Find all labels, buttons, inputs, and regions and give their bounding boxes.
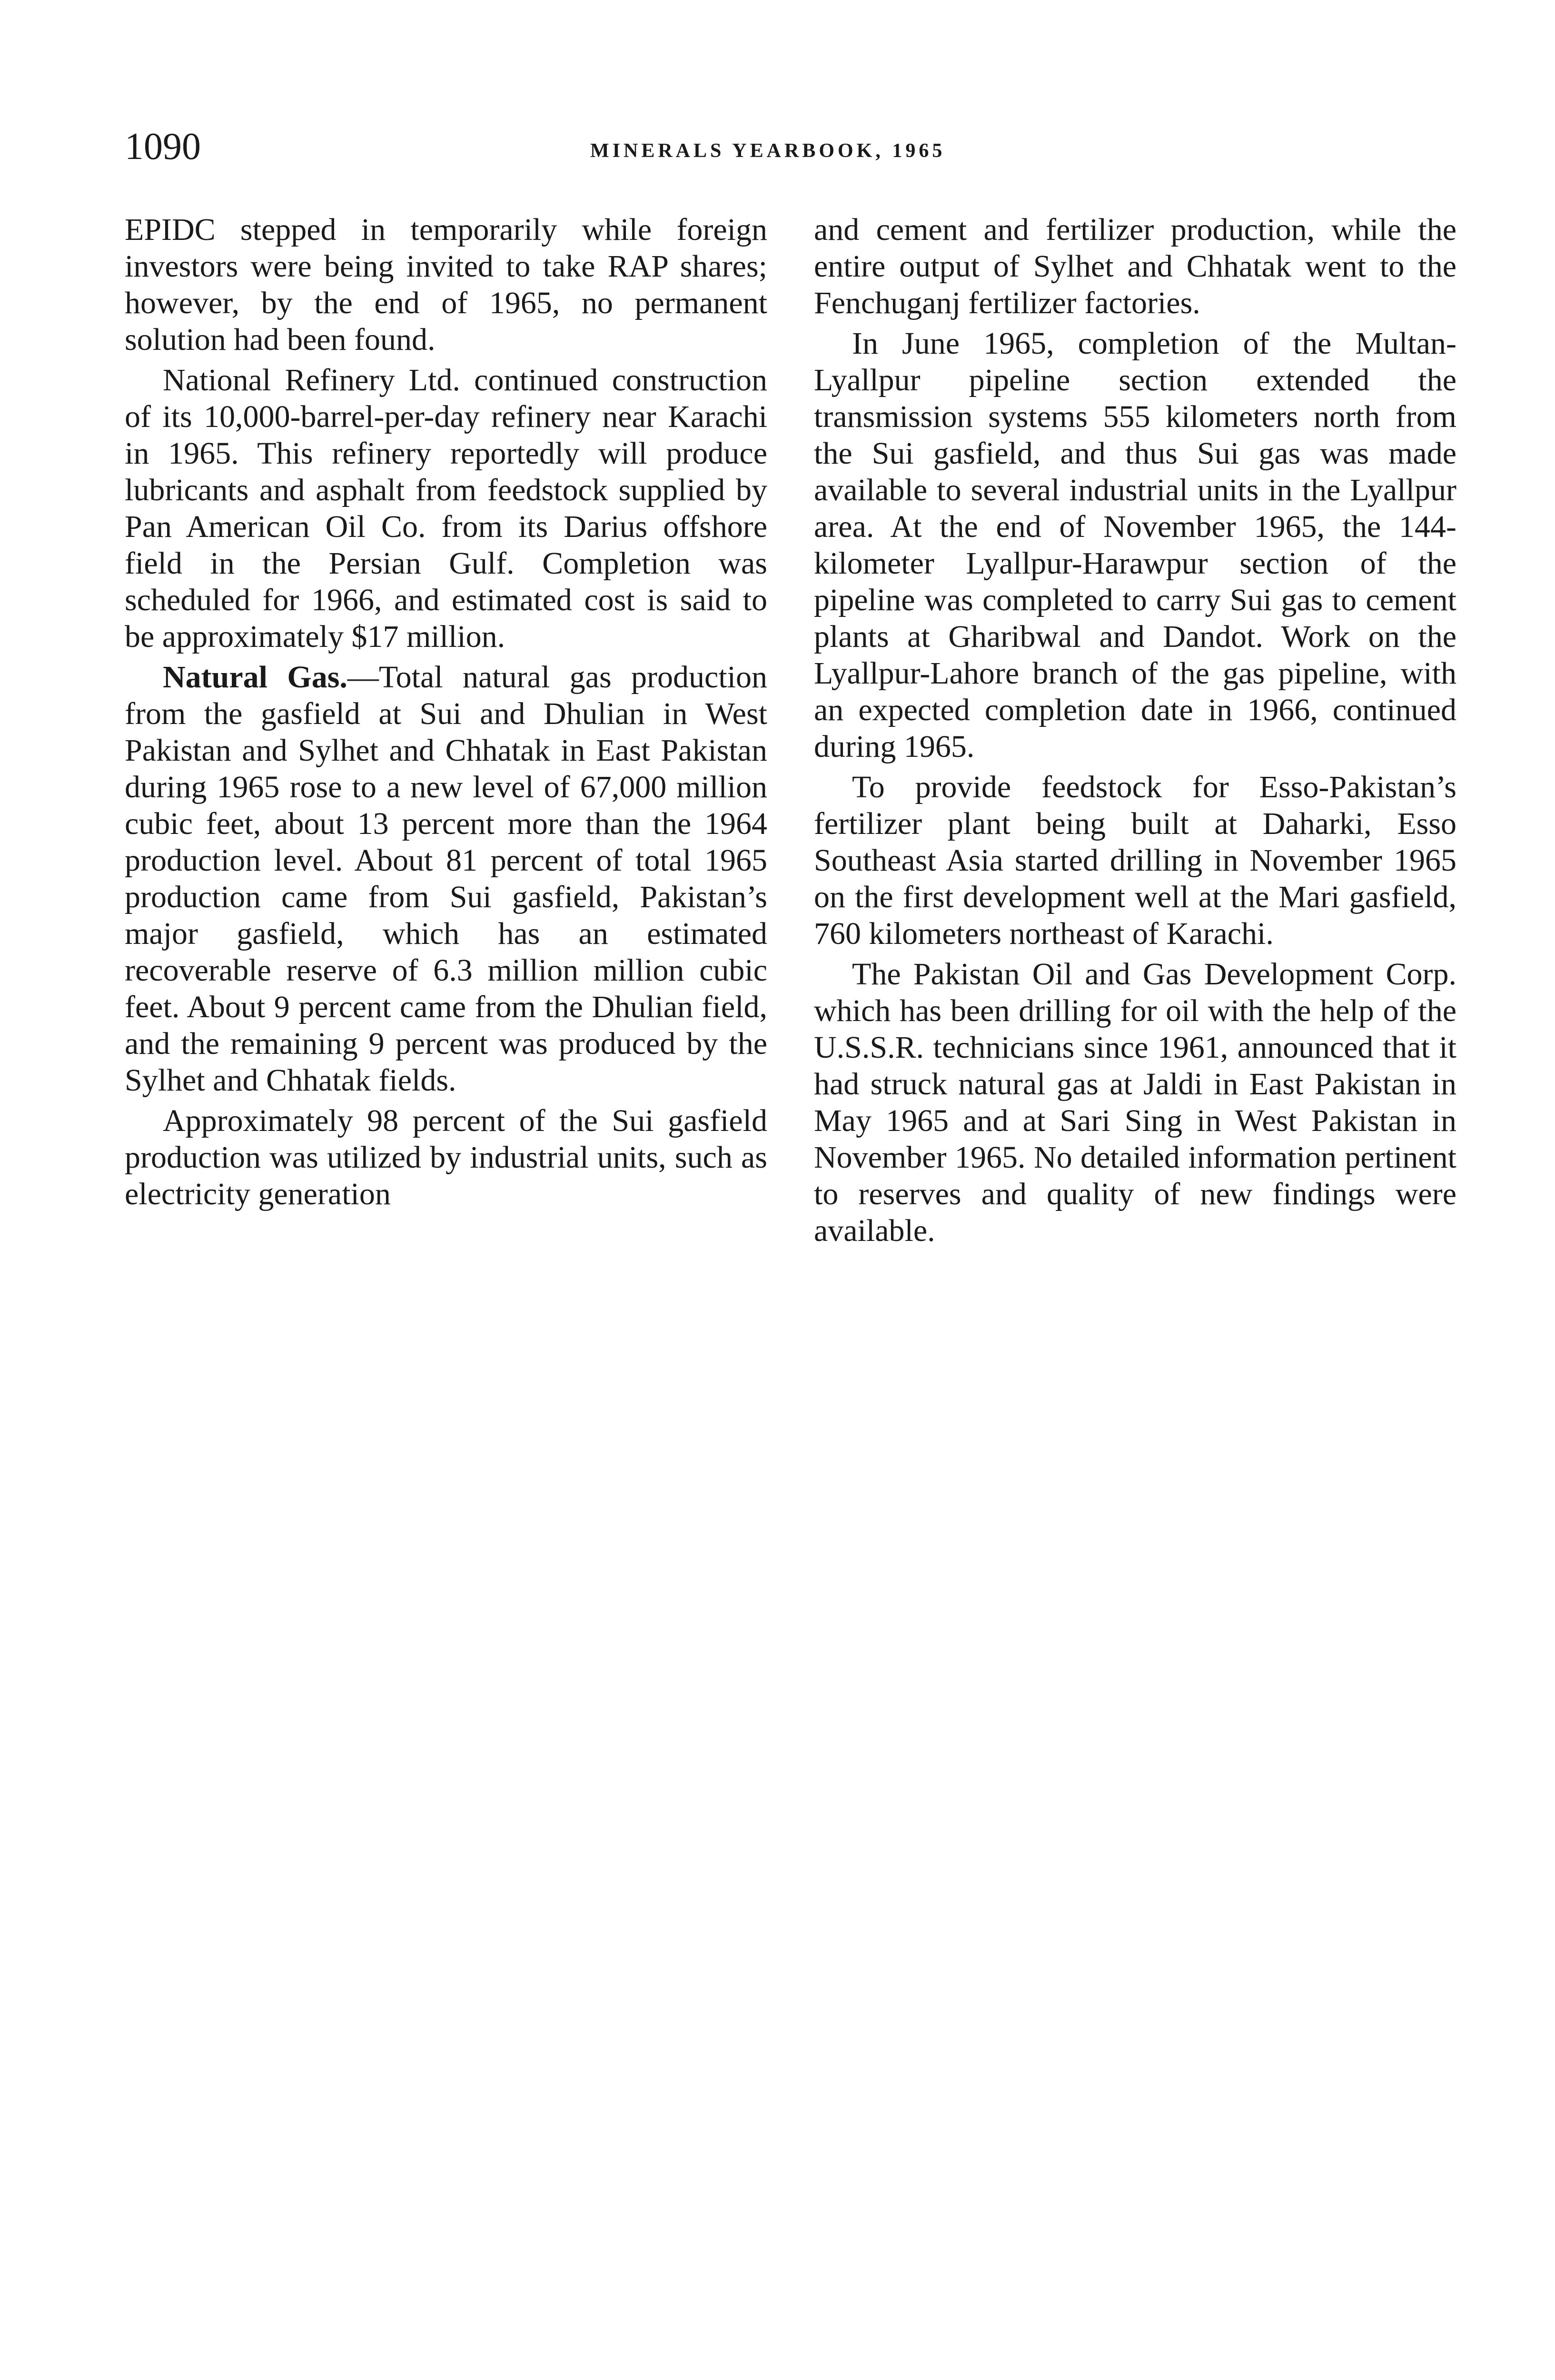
paragraph: To provide feedstock for Esso-Pakistan’s fertilizer plant being built at Daharki, Esso Southeast Asia started drilling in November 1965 on the first development well at the Mari gasfield, 760 kilometers northeast of Karachi. <box>814 770 1456 951</box>
paragraph: EPIDC stepped in temporarily while foreign investors were being invited to take RAP shares; however, by the end of 1965, no permanent solution had been found. <box>125 212 767 357</box>
paragraph: National Refinery Ltd. continued construction of its 10,000-barrel-per-day refinery near Karachi in 1965. This refinery reportedly will produce lubricants and asphalt from feedstock supplied by Pan American Oil Co. from its Darius offshore field in the Persian Gulf. Completion was scheduled for 1966, and estimated cost is said to be approximately $17 million. <box>125 363 767 654</box>
left-column <box>125 211 767 1212</box>
paragraph: In June 1965, completion of the Multan-Lyallpur pipeline section extended the transmission systems 555 kilometers north from the Sui gasfield, and thus Sui gas was made available to several industrial units in the Lyallpur area. At the end of November 1965, the 144-kilometer Lyallpur-Harawpur section of the pipeline was completed to carry Sui gas to cement plants at Gharibwal and Dandot. Work on the Lyallpur-Lahore branch of the gas pipeline, with an expected completion date in 1966, continued during 1965. <box>814 326 1456 764</box>
running-title: MINERALS YEARBOOK, 1965 <box>590 140 946 162</box>
paragraph: Approximately 98 percent of the Sui gasfield production was utilized by industrial units, such as electricity generation <box>125 1103 767 1211</box>
section-heading: Natural Gas. <box>163 660 347 694</box>
right-column <box>814 211 1456 1249</box>
paragraph: and cement and fertilizer production, while the entire output of Sylhet and Chhatak went to the Fenchuganj fertilizer factories. <box>814 212 1456 320</box>
paragraph-natural-gas <box>125 659 767 1099</box>
paragraph-text: —Total natural gas production from the gasfield at Sui and Dhulian in West Pakistan and Sylhet and Chhatak in East Pakistan during 1965 rose to a new level of 67,000 million cubic feet, about 13 percent more than the 1964 production level. About 81 percent of total 1965 production came from Sui gasfield, Pakistan’s major gasfield, which has an estimated recoverable reserve of 6.3 million million cubic feet. About 9 percent came from the Dhulian field, and the remaining 9 percent was produced by the Sylhet and Chhatak fields. <box>125 660 768 1098</box>
paragraph: The Pakistan Oil and Gas Development Corp. which has been drilling for oil with the help of the U.S.S.R. technicians since 1961, announced that it had struck natural gas at Jaldi in East Pakistan in May 1965 and at Sari Sing in West Pakistan in November 1965. No detailed information pertinent to reserves and quality of new findings were available. <box>814 957 1456 1248</box>
page-number: 1090 <box>125 126 201 168</box>
